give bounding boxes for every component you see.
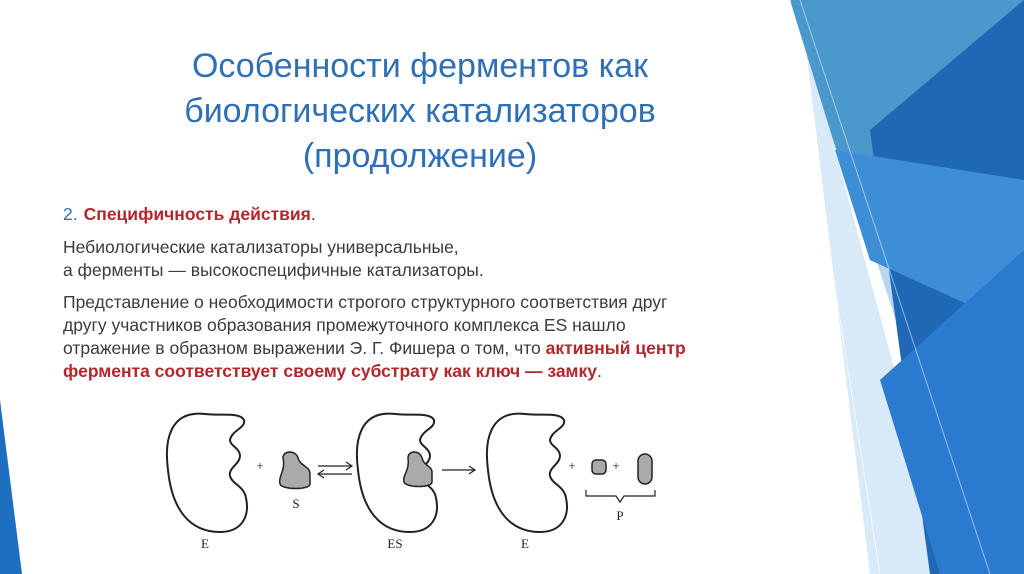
paragraph-fischer-line-4 (63, 360, 763, 383)
equilibrium-arrows (318, 462, 352, 478)
fischer-text: отражение в образном выражении Э. Г. Фишера о том, что (63, 338, 546, 358)
active-center-text: активный центр (545, 338, 686, 358)
product-1-shape (592, 460, 606, 474)
paragraph-fischer-line-1: Представление о необходимости строгого структурного соответствия друг (63, 292, 668, 312)
label-substrate: S (292, 496, 300, 511)
plus-sign-2: + (568, 458, 576, 473)
slide-body (63, 203, 763, 392)
lock-key-text: фермента соответствует своему субстрату как ключ — замку (63, 361, 597, 381)
plus-sign-3: + (612, 458, 620, 473)
label-enzyme-2: E (521, 536, 529, 550)
lock-key-diagram (150, 400, 670, 550)
label-complex: ES (387, 536, 403, 550)
product-2-shape (638, 454, 652, 484)
paragraph-fischer-line-2: другу участников образования промежуточного комплекса ES нашло (63, 315, 626, 335)
slide-title (110, 44, 730, 179)
list-item-number: 2. (63, 204, 78, 224)
paragraph-catalysts-line-1: Небиологические катализаторы универсальные, (63, 237, 459, 257)
list-item-heading (63, 203, 763, 226)
paragraph-catalysts (63, 236, 763, 282)
heading-period: . (310, 204, 316, 224)
reaction-arrow (442, 466, 475, 474)
specificity-heading: Специфичность действия (83, 204, 311, 224)
substrate-shape (280, 452, 310, 489)
paragraph-fischer-line-3 (63, 337, 763, 360)
enzyme-shape-1 (167, 414, 247, 532)
products-brace (586, 490, 655, 502)
label-products: P (616, 508, 624, 523)
left-accent-triangle (0, 400, 22, 574)
final-period: . (597, 361, 602, 381)
label-enzyme-1: E (201, 536, 209, 550)
paragraph-catalysts-line-2: а ферменты — высокоспецифичные катализаторы. (63, 260, 484, 280)
title-line-1: Особенности ферментов как (191, 47, 649, 85)
enzyme-shape-2 (487, 414, 567, 532)
title-line-2: биологических катализаторов (184, 92, 656, 130)
plus-sign-1: + (256, 458, 264, 473)
paragraph-fischer (63, 291, 763, 383)
title-line-3: (продолжение) (302, 137, 538, 175)
